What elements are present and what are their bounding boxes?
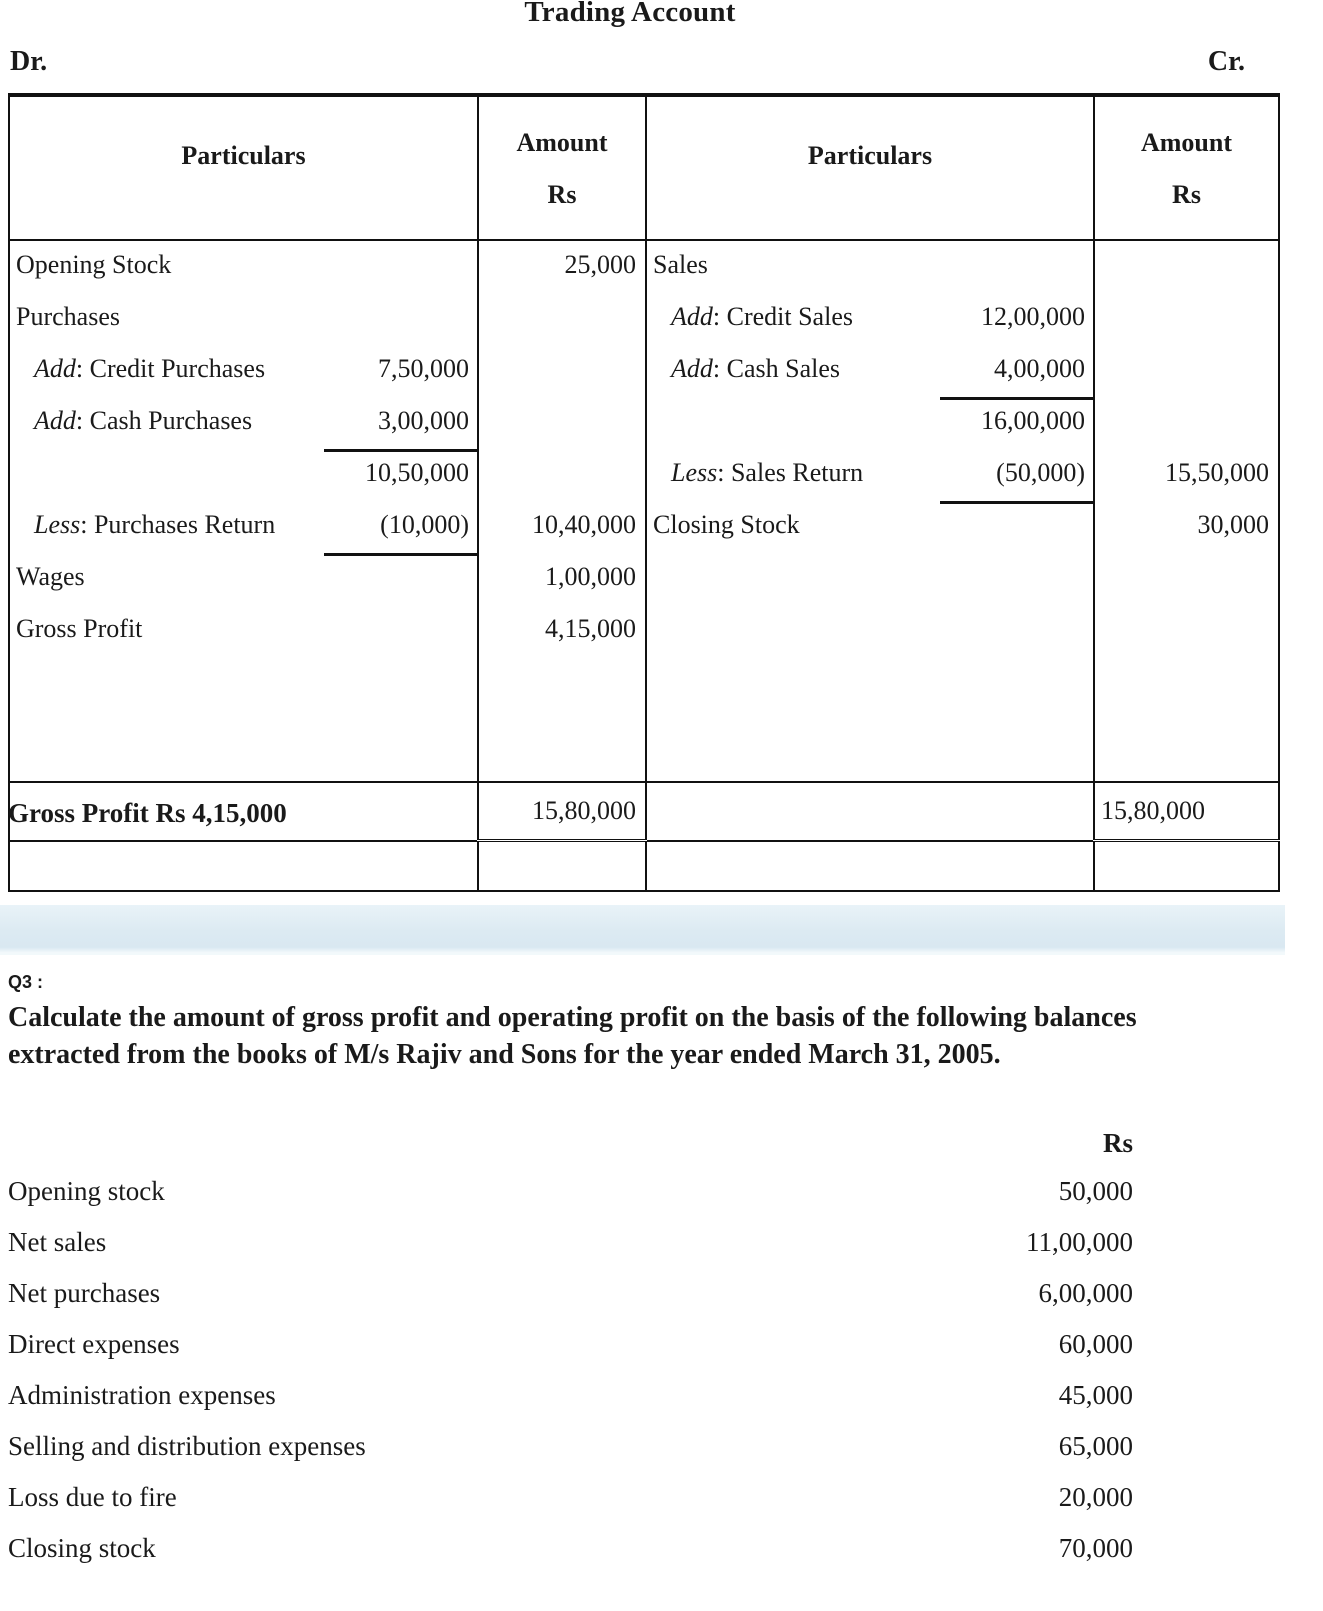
credit-amount-cell <box>1094 240 1279 782</box>
balance-value: 50,000 <box>1058 1176 1133 1206</box>
credit-entry-row <box>647 449 1093 501</box>
debit-entry-row <box>10 397 477 449</box>
credit-entry-inner-amount: (50,000) <box>996 458 1085 487</box>
header-particulars-debit: Particulars <box>9 95 478 240</box>
entry-keyword: Add <box>34 354 76 383</box>
header-currency-debit: Rs <box>547 180 577 209</box>
debit-amount-value: 25,000 <box>564 250 636 279</box>
debit-entry-row <box>10 501 477 553</box>
debit-entry-inner-amount: (10,000) <box>380 510 469 539</box>
debit-amount-value: 10,40,000 <box>532 510 636 539</box>
balance-name: Loss due to fire <box>8 1482 177 1512</box>
credit-marker: Cr. <box>1207 46 1245 77</box>
entry-keyword: Add <box>671 302 713 331</box>
header-particulars-credit: Particulars <box>646 95 1094 240</box>
debit-total-amount: 15,80,000 <box>478 782 646 841</box>
balance-row <box>8 1280 1133 1331</box>
credit-entry-label: Add: Cash Sales <box>671 354 840 383</box>
question-text: Calculate the amount of gross profit and operating profit on the basis of the following balances extracted from the books of M/s Rajiv and Sons for the year ended March 31, 2005. <box>8 1002 1137 1070</box>
balance-name: Selling and distribution expenses <box>8 1431 366 1461</box>
debit-entry-label: Wages <box>16 562 85 591</box>
balance-name: Direct expenses <box>8 1329 180 1359</box>
entry-keyword: Less <box>671 458 718 487</box>
debit-entry-inner-amount: 7,50,000 <box>378 354 469 383</box>
credit-entry-row <box>647 293 1093 345</box>
credit-entry-label: Add: Credit Sales <box>671 302 853 331</box>
credit-entry-row <box>647 501 1093 553</box>
balance-row <box>8 1178 1133 1229</box>
debit-entry-row <box>10 241 477 293</box>
header-amount-debit <box>478 95 646 240</box>
blank-cell-4 <box>1094 841 1279 892</box>
debit-amount-value: 4,15,000 <box>545 614 636 643</box>
balance-value: 45,000 <box>1058 1380 1133 1410</box>
balance-name: Opening stock <box>8 1176 165 1206</box>
credit-total-label-cell <box>646 782 1094 841</box>
table-header-row <box>9 95 1279 240</box>
debit-entry-label: Purchases <box>16 302 120 331</box>
debit-entry-inner-amount: 10,50,000 <box>365 458 469 487</box>
entry-keyword: Add <box>34 406 76 435</box>
balance-value: 65,000 <box>1058 1431 1133 1461</box>
balance-name: Closing stock <box>8 1533 156 1563</box>
balance-value: 20,000 <box>1058 1482 1133 1512</box>
balance-value: 6,00,000 <box>1038 1278 1133 1308</box>
credit-entry-row <box>647 345 1093 397</box>
credit-amount-list <box>1095 241 1278 781</box>
balance-name: Net sales <box>8 1227 107 1257</box>
debit-amount-list <box>479 241 645 781</box>
debit-entry-label: Opening Stock <box>16 250 172 279</box>
page-title: Trading Account <box>524 0 736 28</box>
header-amount-label-debit: Amount <box>516 128 608 157</box>
balances-list <box>8 1178 1133 1586</box>
section-divider-banner <box>0 905 1285 955</box>
debit-amount-cell <box>478 240 646 782</box>
balance-name: Administration expenses <box>8 1380 276 1410</box>
debit-subtotal-rule <box>324 553 477 556</box>
blank-cell-2 <box>478 841 646 892</box>
credit-entry-inner-amount: 4,00,000 <box>994 354 1085 383</box>
debit-entry-label: Add: Cash Purchases <box>34 406 253 435</box>
debit-subtotal-rule <box>324 449 477 452</box>
credit-subtotal-rule <box>940 397 1093 400</box>
credit-entry-row <box>647 397 1093 449</box>
balance-row <box>8 1433 1133 1484</box>
debit-entry-label: Less: Purchases Return <box>34 510 276 539</box>
debit-amount-value: 1,00,000 <box>545 562 636 591</box>
entry-keyword: Add <box>671 354 713 383</box>
header-currency-credit: Rs <box>1172 180 1201 209</box>
blank-cell-3 <box>646 841 1094 892</box>
debit-entry-row <box>10 449 477 501</box>
credit-entry-label: Closing Stock <box>653 510 800 539</box>
credit-entry-inner-amount: 16,00,000 <box>981 406 1085 435</box>
balance-name: Net purchases <box>8 1278 161 1308</box>
debit-entry-row <box>10 293 477 345</box>
entry-keyword: Less <box>34 510 81 539</box>
trading-account-table <box>8 93 1280 892</box>
credit-particulars-cell <box>646 240 1094 782</box>
debit-entry-label: Add: Credit Purchases <box>34 354 266 383</box>
credit-subtotal-rule <box>940 501 1093 504</box>
table-body-row <box>9 240 1279 782</box>
credit-entry-label: Less: Sales Return <box>671 458 864 487</box>
debit-particulars-cell <box>9 240 478 782</box>
question-tag: Q3 : <box>8 972 44 992</box>
credit-entry-label: Sales <box>653 250 708 279</box>
debit-entry-label: Gross Profit <box>16 614 143 643</box>
gross-profit-note: Gross Profit Rs 4,15,000 <box>8 798 287 828</box>
debit-entry-row <box>10 605 477 657</box>
credit-entry-row <box>647 241 1093 293</box>
balance-row <box>8 1331 1133 1382</box>
blank-cell-1 <box>9 841 478 892</box>
balance-row <box>8 1382 1133 1433</box>
balance-row <box>8 1229 1133 1280</box>
header-amount-credit <box>1094 95 1279 240</box>
header-amount-label-credit: Amount <box>1140 128 1232 157</box>
table-footer-blank-row <box>9 841 1279 892</box>
balance-row <box>8 1535 1133 1586</box>
debit-marker: Dr. <box>10 46 48 77</box>
debit-entry-inner-amount: 3,00,000 <box>378 406 469 435</box>
balance-value: 70,000 <box>1058 1533 1133 1563</box>
credit-entry-inner-amount: 12,00,000 <box>981 302 1085 331</box>
credit-amount-value: 30,000 <box>1197 510 1269 539</box>
debit-entry-row <box>10 553 477 605</box>
credit-amount-value: 15,50,000 <box>1165 458 1269 487</box>
balances-currency-header: Rs <box>1102 1128 1133 1158</box>
balance-row <box>8 1484 1133 1535</box>
balance-value: 60,000 <box>1058 1329 1133 1359</box>
credit-total-amount: 15,80,000 <box>1094 782 1279 841</box>
debit-entry-row <box>10 345 477 397</box>
balance-value: 11,00,000 <box>1026 1227 1133 1257</box>
